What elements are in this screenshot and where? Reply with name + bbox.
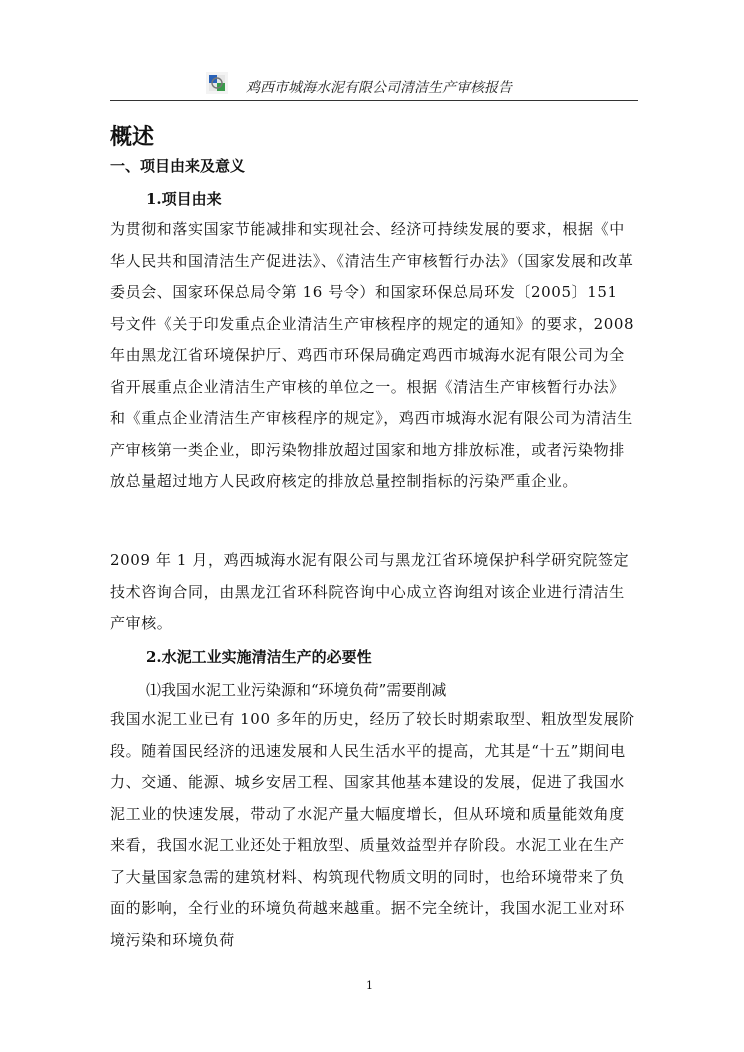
list-item-pollution-load: ⑴我国水泥工业污染源和“环境负荷”需要削减 — [146, 681, 447, 699]
paragraph-origin: 为贯彻和落实国家节能减排和实现社会、经济可持续发展的要求，根据《中华人民共和国清洁生产促进法》、《清洁生产审核暂行办法》（国家发展和改革委员会、国家环保总局令第 16 号令）和国家环保总局环发〔2005〕151 号文件《关于印发重点企业清洁生产审核程序的规定的通知》的要求，2008 年由黑龙江省环境保护厅、鸡西市环保局确定鸡西市城海水泥有限公司为全省开展重点企业清洁生产审核的单位之一。根据《清洁生产审核暂行办法》和《重点企业清洁生产审核程序的规定》，鸡西市城海水泥有限公司为清洁生产审核第一类企业，即污染物排放超过国家和地方排放标准，或者污染物排放总量超过地方人民政府核定的排放总量控制指标的污染严重企业。 — [110, 220, 635, 490]
subsection-heading-necessity: 2.水泥工业实施清洁生产的必要性 — [146, 648, 372, 666]
company-logo-icon — [206, 72, 228, 94]
paragraph-consulting: 2009 年 1 月，鸡西城海水泥有限公司与黑龙江省环境保护科学研究院签定技术咨询合同，由黑龙江省环科院咨询中心成立咨询组对该企业进行清洁生产审核。 — [110, 551, 630, 632]
header-divider — [110, 100, 638, 101]
report-header-title: 鸡西市城海水泥有限公司清洁生产审核报告 — [246, 80, 512, 96]
paragraph-cement-history: 我国水泥工业已有 100 多年的历史，经历了较长时期索取型、粗放型发展阶段。随着国民经济的迅速发展和人民生活水平的提高，尤其是“十五”期间电力、交通、能源、城乡安居工程、国家其他基本建设的发展，促进了我国水泥工业的快速发展，带动了水泥产量大幅度增长，但从环境和质量能效角度来看，我国水泥工业还处于粗放型、质量效益型并存阶段。水泥工业在生产了大量国家急需的建筑材料、构筑现代物质文明的同时，也给环境带来了负面的影响，全行业的环境负荷越来越重。据不完全统计，我国水泥工业对环境污染和环境负荷 — [110, 710, 635, 949]
subsection-heading-origin: 1.项目由来 — [146, 190, 222, 208]
page-title: 概述 — [110, 125, 155, 150]
section-heading: 一、项目由来及意义 — [110, 157, 246, 175]
page-number: 1 — [366, 979, 373, 992]
